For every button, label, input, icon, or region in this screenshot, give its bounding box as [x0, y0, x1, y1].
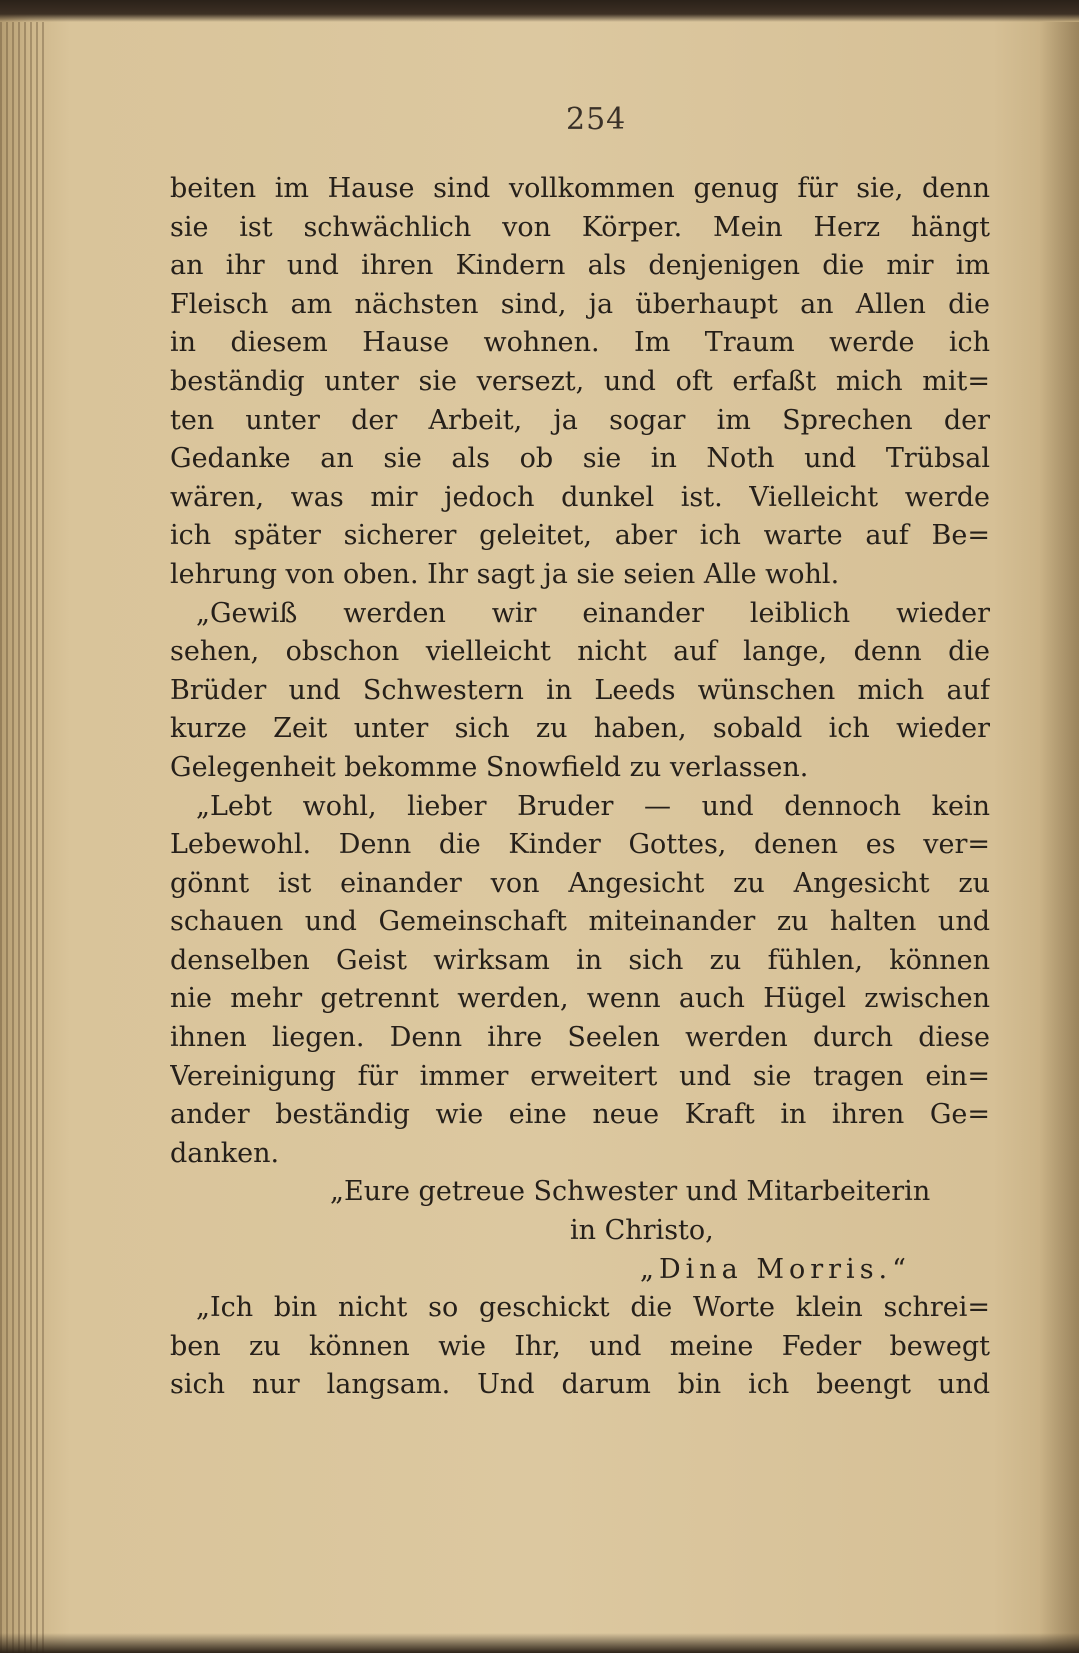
- text-line: kurze Zeit unter sich zu haben, sobald ich wieder: [170, 713, 990, 745]
- text-line: Lebewohl. Denn die Kinder Gottes, denen es ver=: [170, 829, 990, 861]
- text-line: „Lebt wohl, lieber Bruder — und dennoch kein: [196, 790, 990, 822]
- page-binding: [0, 22, 44, 1653]
- text-line: danken.: [170, 1137, 280, 1169]
- text-line: Gelegenheit bekomme Snowfield zu verlassen.: [170, 751, 809, 783]
- body-text: [170, 170, 990, 1405]
- text-line: sich nur langsam. Und darum bin ich beengt und: [170, 1369, 990, 1401]
- text-line: Brüder und Schwestern in Leeds wünschen mich auf: [170, 674, 990, 706]
- top-shadow: [0, 0, 1079, 22]
- text-line: an ihr und ihren Kindern als denjenigen die mir im: [170, 250, 990, 282]
- text-line: lehrung von oben. Ihr sagt ja sie seien Alle wohl.: [170, 558, 840, 590]
- text-line: „Ich bin nicht so geschickt die Worte klein schrei=: [196, 1292, 990, 1324]
- text-line: denselben Geist wirksam in sich zu fühlen, können: [170, 944, 990, 976]
- bottom-shadow: [0, 1633, 1079, 1653]
- text-line: ben zu können wie Ihr, und meine Feder bewegt: [170, 1330, 990, 1362]
- text-line: Vereinigung für immer erweitert und sie tragen ein=: [170, 1060, 990, 1092]
- letter-closing: „Eure getreue Schwester und Mitarbeiterin: [330, 1176, 931, 1208]
- text-line: ander beständig wie eine neue Kraft in ihren Ge=: [170, 1099, 990, 1131]
- text-line: sehen, obschon vielleicht nicht auf lange, denn die: [170, 636, 990, 668]
- text-line: ich später sicherer geleitet, aber ich warte auf Be=: [170, 520, 990, 552]
- text-line: sie ist schwächlich von Körper. Mein Herz hängt: [170, 211, 990, 243]
- text-line: beiten im Hause sind vollkommen genug für sie, denn: [170, 173, 990, 204]
- text-line: nie mehr getrennt werden, wenn auch Hügel zwischen: [170, 983, 990, 1015]
- letter-signature: „Dina Morris.“: [640, 1253, 911, 1285]
- text-line: ihnen liegen. Denn ihre Seelen werden durch diese: [170, 1022, 990, 1054]
- page-number: 254: [566, 102, 627, 137]
- text-line: Gedanke an sie als ob sie in Noth und Trübsal: [170, 443, 990, 475]
- text-line: beständig unter sie versezt, und oft erfaßt mich mit=: [170, 365, 990, 397]
- letter-closing: in Christo,: [570, 1215, 714, 1247]
- text-line: Fleisch am nächsten sind, ja überhaupt an Allen die: [170, 288, 990, 320]
- text-line: wären, was mir jedoch dunkel ist. Vielleicht werde: [170, 481, 990, 513]
- text-line: schauen und Gemeinschaft miteinander zu halten und: [170, 906, 990, 938]
- text-line: ten unter der Arbeit, ja sogar im Sprechen der: [170, 404, 990, 436]
- page-edge: [1039, 22, 1079, 1653]
- text-line: gönnt ist einander von Angesicht zu Angesicht zu: [170, 867, 990, 899]
- text-line: „Gewiß werden wir einander leiblich wieder: [196, 597, 990, 629]
- text-line: in diesem Hause wohnen. Im Traum werde ich: [170, 327, 990, 359]
